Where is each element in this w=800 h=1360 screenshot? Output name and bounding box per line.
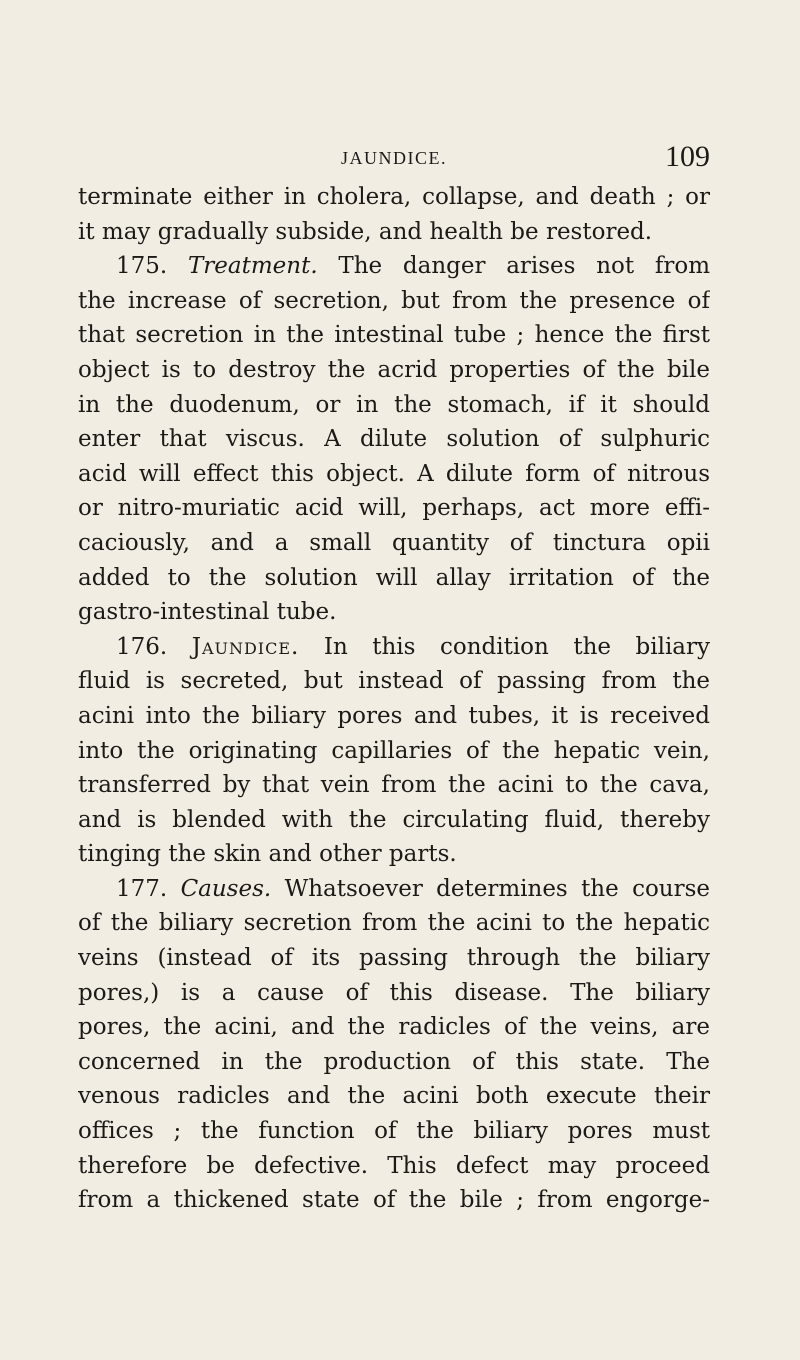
body-text [78,180,710,1218]
text-fragment: In this condition the biliary [323,633,710,660]
text-line: acini into the biliary pores and tubes, it is received [78,702,710,729]
text-line: offices ; the function of the biliary pores must [78,1118,710,1145]
text-line: in the duodenum, or in the stomach, if it should [78,391,710,418]
running-head [78,140,710,180]
paragraph-177-first-line [78,872,710,907]
text-line: that secretion in the intestinal tube ; hence the first [78,322,710,349]
text-line: veins (instead of its passing through the biliary [78,945,710,972]
text-line: caciously, and a small quantity of tinctura opii [78,529,710,556]
text-line: pores,) is a cause of this disease. The biliary [78,979,710,1006]
text-line: tinging the skin and other parts. [78,841,457,868]
text-line: into the originating capillaries of the hepatic vein, [78,737,710,764]
text-fragment: The danger arises not from [338,253,710,280]
section-heading-jaundice: Jaundice. [191,633,300,660]
text-line: concerned in the production of this state. The [78,1048,710,1075]
text-line: venous radicles and the acini both execute their [78,1083,710,1110]
text-line: added to the solution will allay irritation of the [78,564,710,591]
text-line: or nitro-muriatic acid will, perhaps, act more effi- [78,495,710,522]
text-line: therefore be defective. This defect may proceed [78,1152,710,1179]
text-line: enter that viscus. A dilute solution of sulphuric [78,426,710,453]
text-line: the increase of secretion, but from the presence of [78,287,710,314]
text-fragment: Whatsoever determines the course [284,875,710,902]
paragraph-175-first-line [78,249,710,284]
text-line: of the biliary secretion from the acini to the hepatic [78,910,710,937]
text-line: acid will effect this object. A dilute form of nitrous [78,460,710,487]
section-heading-causes: Causes. [180,875,272,902]
paragraph-number: 176. [116,633,168,660]
text-line: gastro-intestinal tube. [78,599,337,626]
text-line: terminate either in cholera, collapse, and death ; or [78,184,710,210]
page-number: 109 [665,140,710,173]
text-line: it may gradually subside, and health be restored. [78,218,653,245]
text-line: from a thickened state of the bile ; from engorge- [78,1187,710,1214]
running-title: JAUNDICE. [341,148,447,168]
text-line: transferred by that vein from the acini to the cava, [78,772,710,799]
paragraph-number: 175. [116,253,168,280]
text-line: and is blended with the circulating fluid, thereby [78,806,710,833]
text-line: fluid is secreted, but instead of passing from the [78,668,710,695]
text-line: pores, the acini, and the radicles of the veins, are [78,1014,710,1041]
paragraph-176-first-line [78,630,710,665]
paragraph-number: 177. [116,875,168,902]
text-line: object is to destroy the acrid properties of the bile [78,356,710,383]
section-heading-treatment: Treatment. [187,253,318,280]
